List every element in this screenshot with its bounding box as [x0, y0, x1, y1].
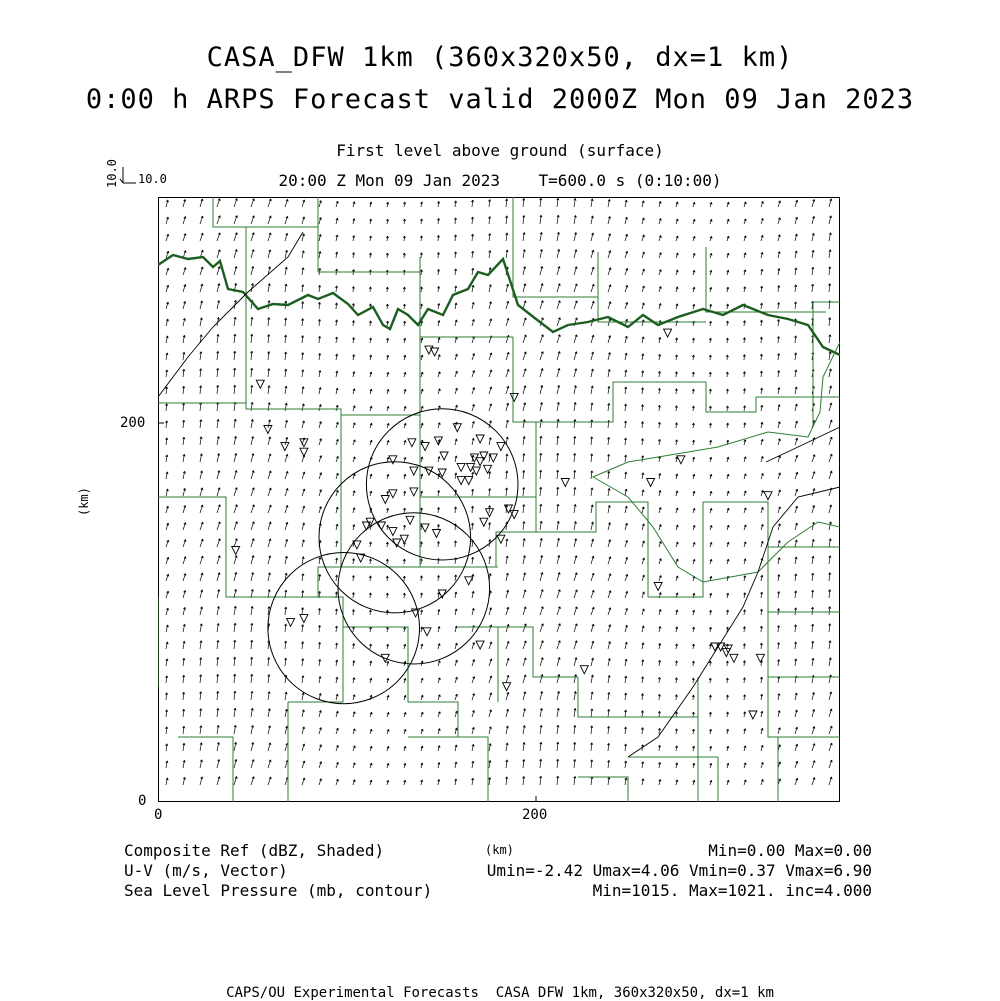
y-axis-label: (km)	[77, 487, 91, 516]
level-subtitle: First level above ground (surface)	[336, 141, 664, 160]
y-tick-label: 0	[138, 793, 147, 809]
y-tick-label: 200	[120, 415, 146, 431]
legend-pressure: Sea Level Pressure (mb, contour)	[124, 881, 433, 900]
stats-wind-vectors: Umin=-2.42 Umax=4.06 Vmin=0.37 Vmax=6.90	[486, 861, 872, 880]
map-frame	[159, 198, 840, 802]
reference-vector-v-label: 10.0	[105, 159, 119, 188]
x-tick-label: 0	[154, 807, 163, 823]
plot-title-line1: CASA_DFW 1km (360x320x50, dx=1 km)	[206, 42, 794, 73]
legend-reflectivity: Composite Ref (dBZ, Shaded)	[124, 841, 385, 860]
x-axis-label: (km)	[485, 843, 514, 857]
footer-credit: CAPS/OU Experimental Forecasts CASA DFW 1km, 360x320x50, dx=1 km	[226, 985, 774, 1001]
legend-wind-vectors: U-V (m/s, Vector)	[124, 861, 288, 880]
stats-reflectivity: Min=0.00 Max=0.00	[708, 841, 872, 860]
plot-title-line2: 0:00 h ARPS Forecast valid 2000Z Mon 09 Jan 2023	[85, 84, 915, 115]
reference-vector-u-label: 10.0	[138, 172, 167, 186]
time-subtitle: 20:00 Z Mon 09 Jan 2023 T=600.0 s (0:10:00)	[278, 171, 722, 190]
forecast-map	[158, 197, 840, 802]
stats-pressure: Min=1015. Max=1021. inc=4.000	[592, 881, 872, 900]
x-tick-label: 200	[522, 807, 548, 823]
